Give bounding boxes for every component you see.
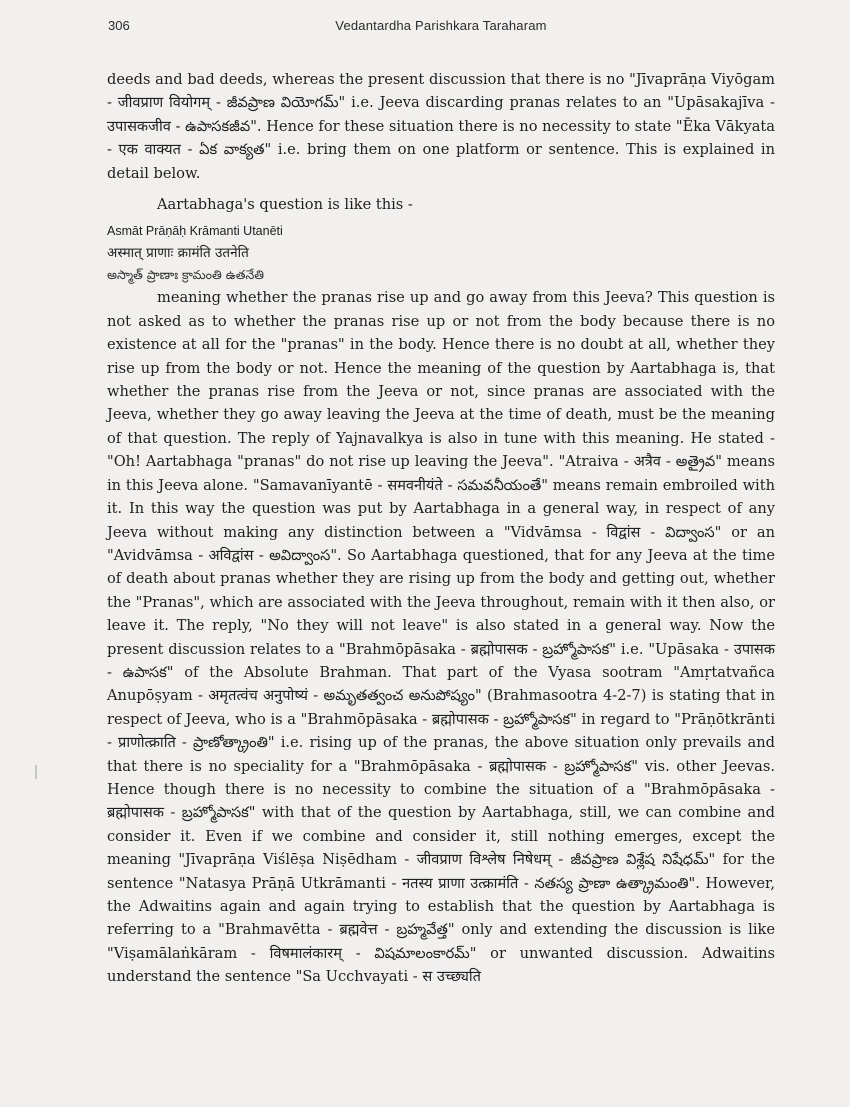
paragraph-2: Aartabhaga's question is like this -	[157, 196, 413, 214]
paragraph-1: deeds and bad deeds, whereas the present discussion that there is no "Jīvaprāṇa Viyōgam - जीवप्राण वियोगम् - జీవప్రాణ వియోగమ్" i.e. Jeeva discarding pranas relates to an "Upāsakajīva - उपासकजीव - ఉపాసకజీవ". Hence for these situation there is no necessity to state "Ēka Vākyata - एक वाक्यत - ఏక వాక్యత" i.e. bring them on one platform or sentence. This is explained in detail below.	[107, 71, 776, 182]
page-header	[108, 18, 774, 38]
mantra-devanagari: अस्मात् प्राणाः क्रामंति उतनेति	[107, 245, 249, 262]
page-number: 306	[108, 18, 130, 33]
mantra-block	[107, 220, 775, 286]
paragraph-3: meaning whether the pranas rise up and go away from this Jeeva? This question is not asked as to whether the pranas rise up or not from the body because there is no existence at all for the "pranas" in the body. Hence there is no doubt at all, whether they rise up from the body or not. Hence the meaning of the question by Aartabhaga is, that whether the pranas rise from the Jeeva or not, since pranas are associated with the Jeeva, whether they go away leaving the Jeeva at the time of death, must be the meaning of that question. The reply of Yajnavalkya is also in tune with this meaning. He stated - "Oh! Aartabhaga "pranas" do not rise up leaving the Jeeva". "Atraiva - अत्रैव - అత్రైవ" means in this Jeeva alone. "Samavanīyantē - समवनीयंते - సమవనీయంతే" means remain embroiled with it. In this way the question was put by Aartabhaga in a general way, in respect of any Jeeva without making any distinction between a "Vidvāmsa - विद्वांस - విద్వాంస" or an "Avidvāmsa - अविद्वांस - అవిద్వాంస". So Aartabhaga questioned, that for any Jeeva at the time of death about pranas whether they are rising up from the body and getting out, whether the "Pranas", which are associated with the Jeeva throughout, remain with it then also, or leave it. The reply, "No they will not leave" is also stated in a general way. Now the present discussion relates to a "Brahmōpāsaka - ब्रह्मोपासक - బ్రహ్మోపాసక" i.e. "Upāsaka - उपासक - ఉపాసక" of the Absolute Brahman. That part of the Vyasa sootram "Amṛtatvañca Anupōṣyam - अमृतत्वंच अनुपोष्यं - అమృతత్వంచ అనుపోష్యం" (Brahmasootra 4-2-7) is stating that in respect of Jeeva, who is a "Brahmōpāsaka - ब्रह्मोपासक - బ్రహ్మోపాసక" in regard to "Prāṇōtkrānti - प्राणोत्क्राति - ప్రాణోత్క్రాంతి" i.e. rising up of the pranas, the above situation only prevails and that there is no speciality for a "Brahmōpāsaka - ब्रह्मोपासक - బ్రహ్మోపాసక" vis. other Jeevas. Hence though there is no necessity to combine the situation of a "Brahmōpāsaka - ब्रह्मोपासक - బ్రహ్మోపాసక" with that of the question by Aartabhaga, still, we can combine and consider it. Even if we combine and consider it, still nothing emerges, except the meaning "Jīvaprāṇa Viślēṣa Niṣēdham - जीवप्राण विश्लेष निषेधम् - జీవప్రాణ విశ్లేష నిషేధమ్" for the sentence "Natasya Prāṇā Utkrāmanti - नतस्य प्राणा उत्क्रामंति - నతస్య ప్రాణా ఉత్క్రామంతి". However, the Adwaitins again and again trying to establish that the question by Aartabhaga is referring to a "Brahmavētta - ब्रह्मवेत्त - బ్రహ్మవేత్త" only and extending the discussion is like "Viṣamālaṅkāram - विषमालंकारम् - విషమాలంకారమ్" or unwanted discussion. Adwaitins understand the sentence "Sa Ucchvayati - स उच्छ्यति	[107, 289, 775, 986]
scan-mark	[35, 765, 37, 779]
mantra-telugu: అస్మాత్ ప్రాణాః క్రామంతి ఉతనేతి	[107, 267, 265, 283]
body-text	[107, 68, 775, 989]
running-title: Vedantardha Parishkara Taraharam	[335, 18, 547, 33]
mantra-roman: Asmāt Prāṇāḥ Krāmanti Utanēti	[107, 224, 283, 239]
